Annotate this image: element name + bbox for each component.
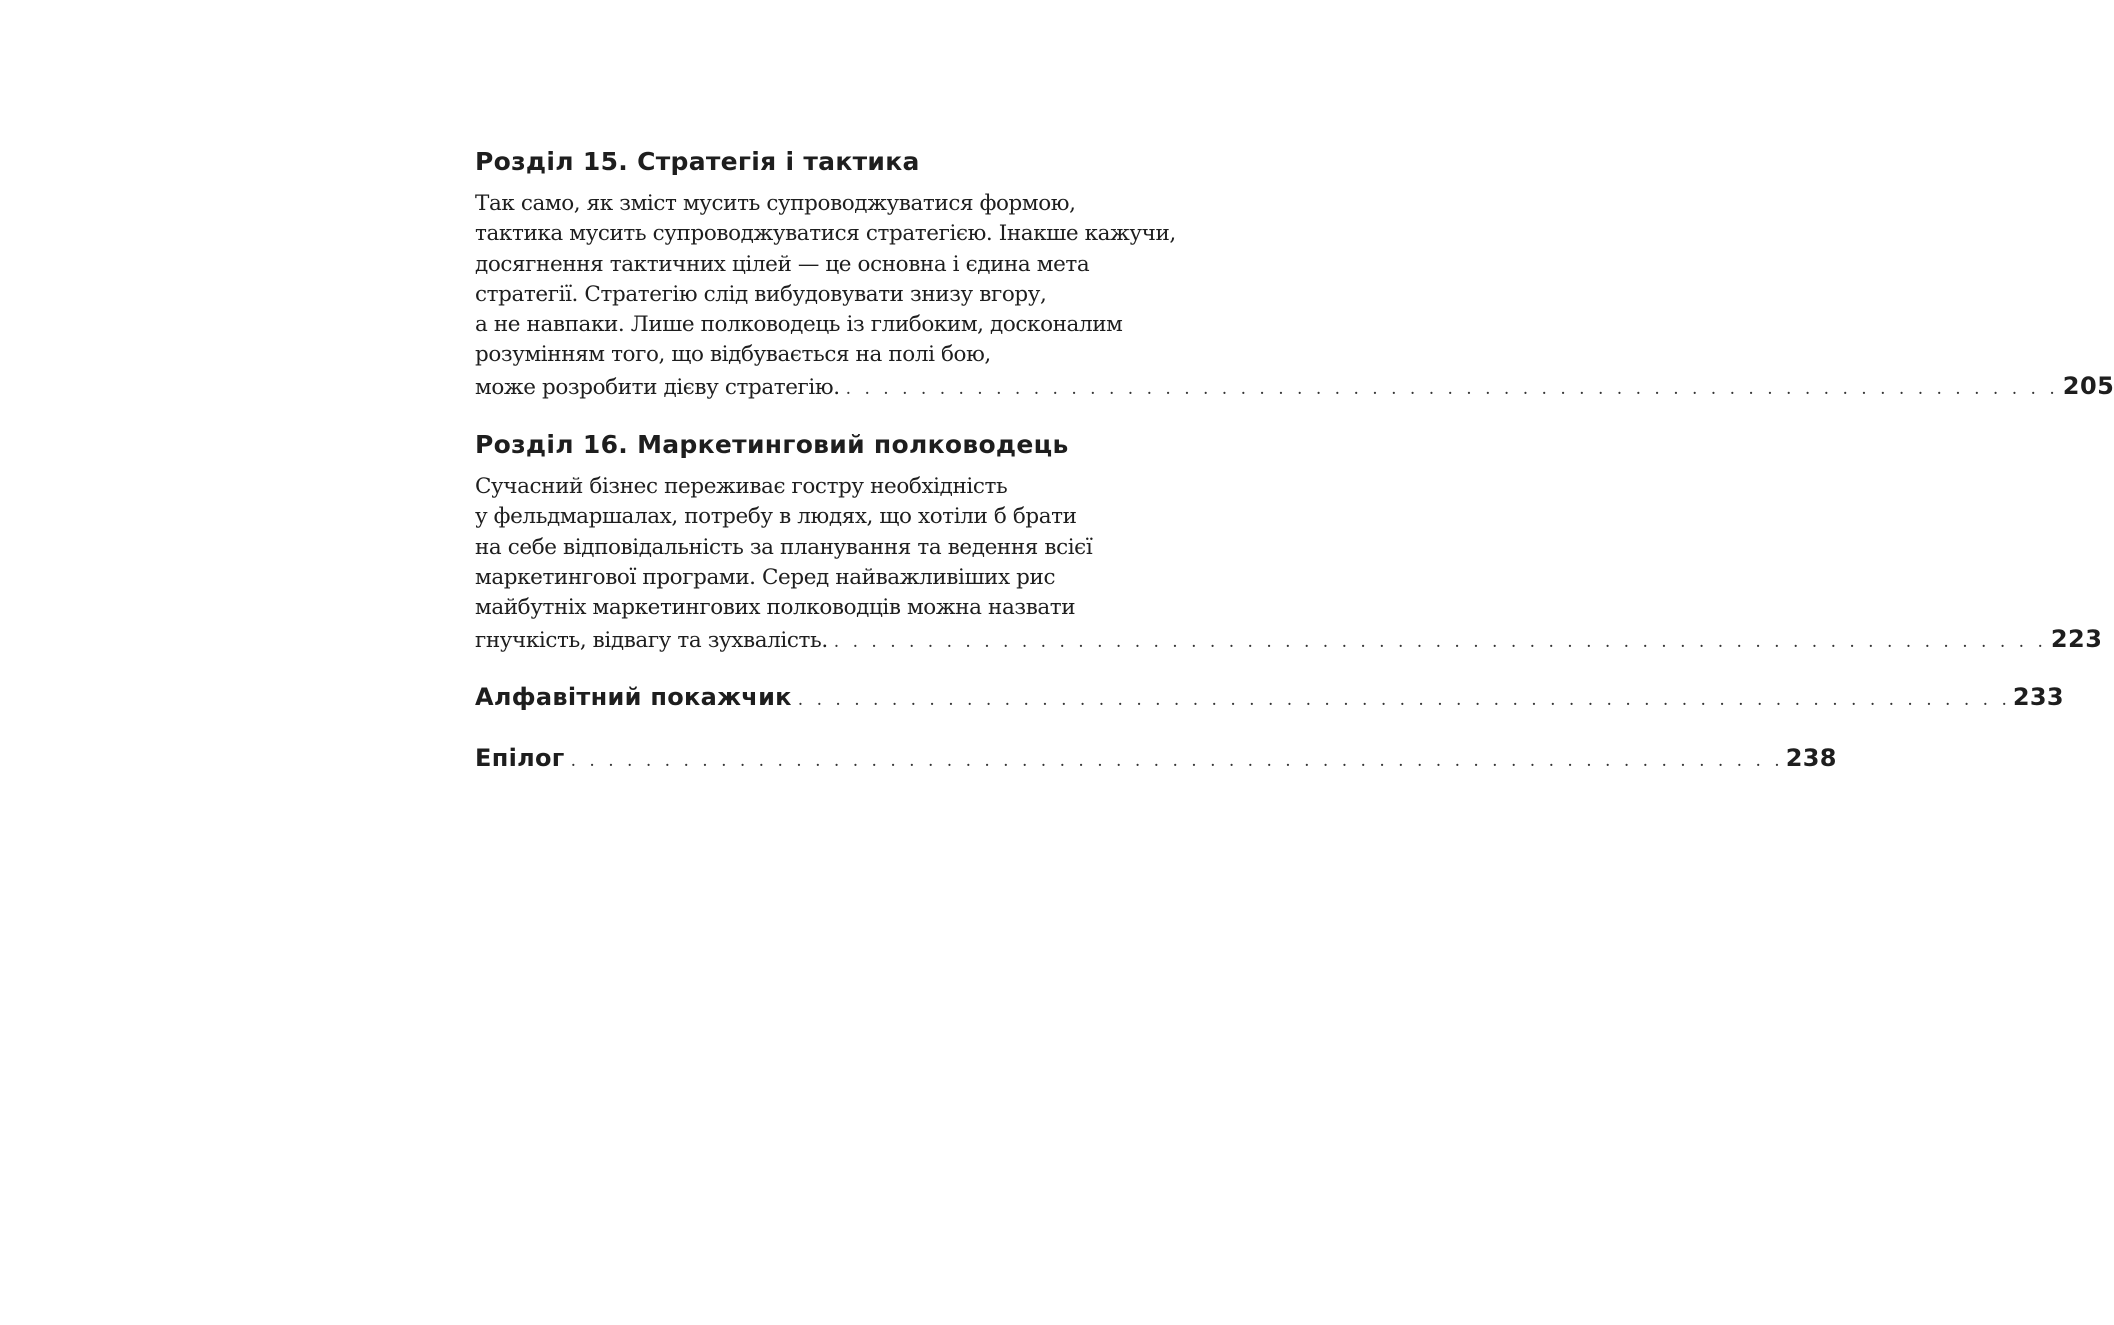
description-last-line (475, 624, 2103, 657)
toc-entry-index (475, 679, 2064, 718)
table-of-contents (475, 143, 2114, 779)
description-line: гнучкість, відвагу та зухвалість. (475, 627, 828, 653)
description-last-line (475, 371, 2114, 404)
dot-leader: . . . . . . . . . . . . . . . . . . . . . . . . . . . . . . . . . . . . . . . . . . . . . . . . . . . . . . . . . . . . . . . . . (797, 689, 2011, 710)
entry-title: Епілог (475, 743, 565, 772)
page-number: 238 (1785, 743, 1837, 772)
dot-leader: . . . . . . . . . . . . . . . . . . . . . . . . . . . . . . . . . . . . . . . . . . . . . . . . . . . . . . . . . . . . . . . . . (570, 750, 1784, 771)
description-line: тактика мусить супроводжуватися стратегією. Інакше кажучи, (475, 221, 1176, 247)
description-line: Так само, як зміст мусить супроводжуватися формою, (475, 191, 1076, 216)
chapter-heading: Розділ 15. Стратегія і тактика (475, 147, 920, 176)
chapter-description (475, 189, 2114, 404)
dot-leader: . . . . . . . . . . . . . . . . . . . . . . . . . . . . . . . . . . . . . . . . . . . . . . . . . . . . . . . . . . . . . . . . . (845, 378, 2059, 399)
description-line: стратегії. Стратегію слід вибудовувати знизу вгору, (475, 281, 1047, 307)
chapter-16 (475, 426, 2103, 657)
page-number: 233 (2012, 682, 2064, 711)
page-number: 205 (2062, 371, 2114, 400)
description-line: а не навпаки. Лише полководець із глибоким, досконалим (475, 312, 1123, 338)
description-line: у фельдмаршалах, потребу в людях, що хотіли б брати (475, 504, 1077, 530)
description-line: досягнення тактичних цілей — це основна і єдина мета (475, 251, 1090, 277)
description-line: на себе відповідальність за планування та ведення всієї (475, 534, 1093, 560)
chapter-15 (475, 143, 2114, 404)
entry-title: Алфавітний покажчик (475, 682, 792, 711)
page-number: 223 (2050, 624, 2103, 653)
description-line: розумінням того, що відбувається на полі бою, (475, 342, 991, 368)
chapter-heading: Розділ 16. Маркетинговий полководець (475, 430, 1069, 460)
description-line: майбутніх маркетингових полководців можна назвати (475, 595, 1076, 621)
dot-leader: . . . . . . . . . . . . . . . . . . . . . . . . . . . . . . . . . . . . . . . . . . . . . . . . . . . . . . . . . . . . . . . . . (833, 631, 2047, 652)
description-line: маркетингової програми. Серед найважливіших рис (475, 564, 1056, 590)
description-line: може розробити дієву стратегію. (475, 374, 840, 400)
description-line: Сучасний бізнес переживає гостру необхідність (475, 474, 1008, 500)
toc-entry-epilogue (475, 740, 1837, 779)
chapter-description (475, 472, 2103, 657)
